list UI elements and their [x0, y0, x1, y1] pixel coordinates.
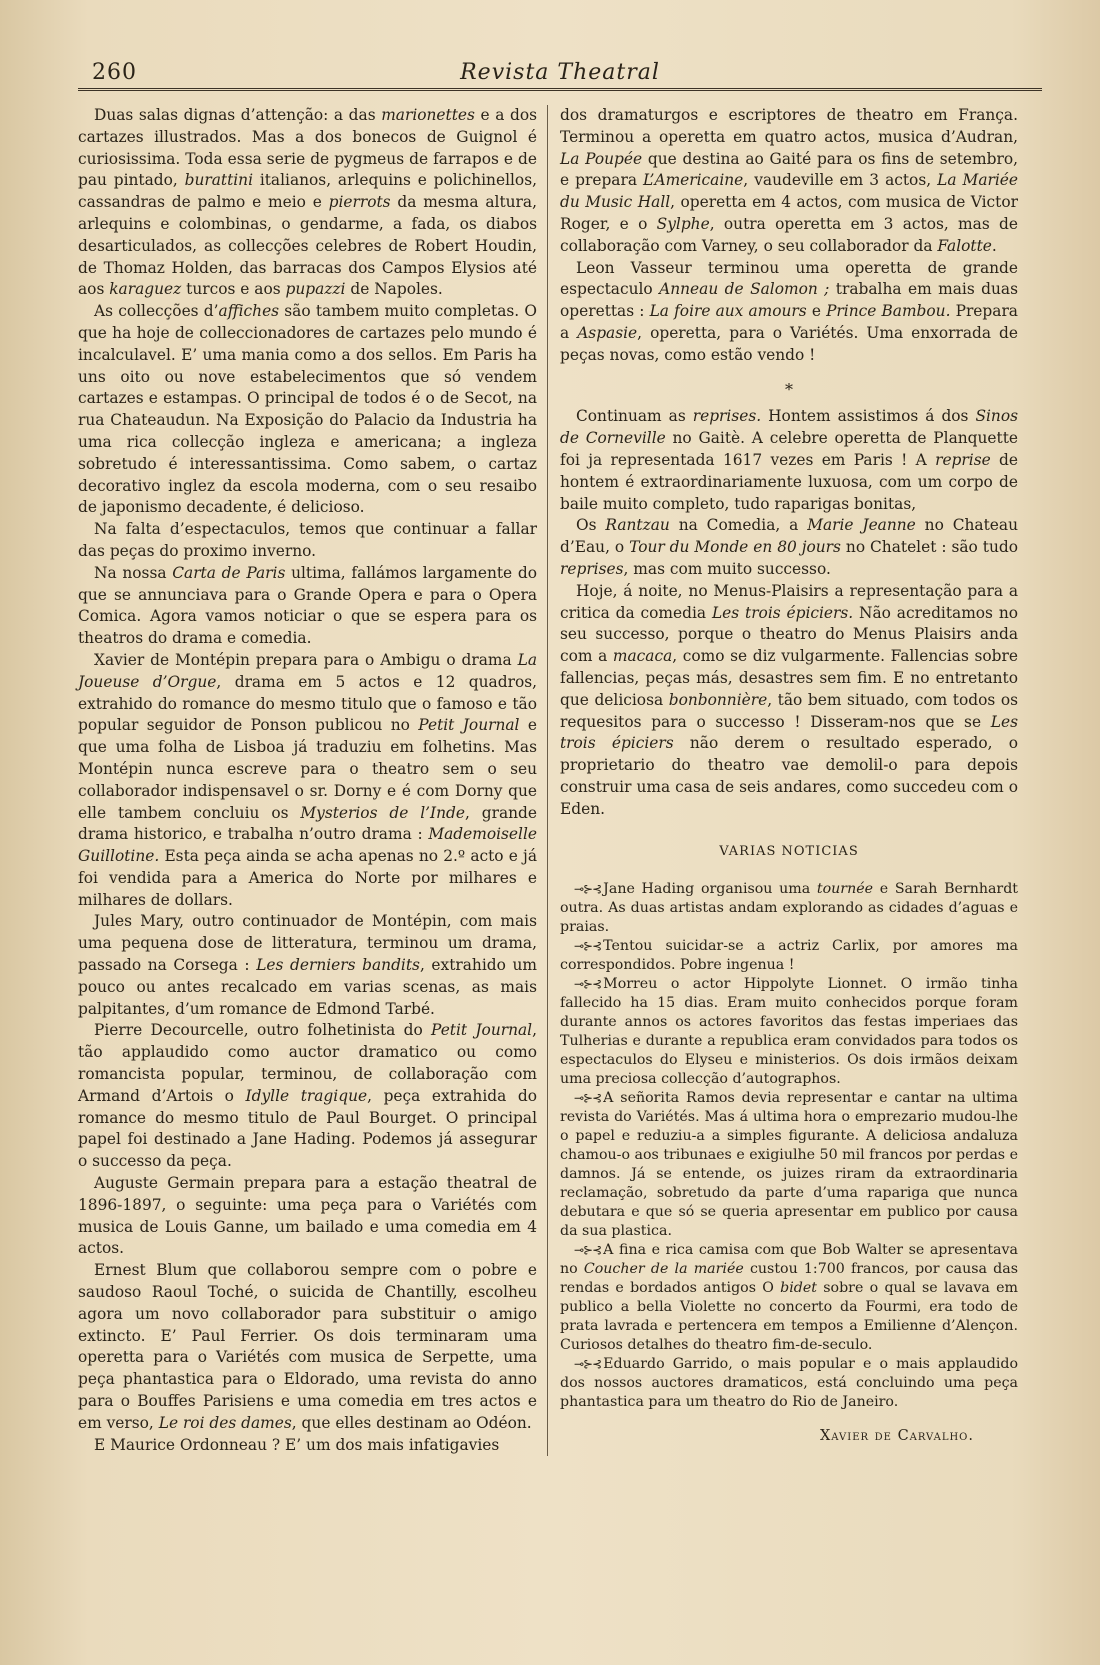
text-run: Xavier de Montépin prepara para o Ambigu o drama — [94, 650, 518, 669]
italic-run: bonbonnière — [668, 690, 768, 709]
text-run: , grande drama historico, e trabalha n’outro drama : — [78, 803, 538, 844]
page-header — [78, 54, 1042, 91]
running-title: Revista Theatral — [460, 60, 660, 85]
text-run: , outra operetta em 3 actos, mas de collaboração com Varney, o seu collaborador da — [560, 214, 1018, 255]
text-run: são tambem muito completas. O que ha hoje de colleccionadores de cartazes pelo mundo é incalculavel. E’ uma mania como a dos sellos. Em Paris ha uns oito ou nove estabelecimentos que só vendem cartazes e estampas. O principal de todos é o de Secot, na rua Chateaudun. Na Exposição do Palacio da Industria ha uma rica collecção ingleza e americana; a ingleza sobretudo é interessantissima. Como sabem, o cartaz decorativo inglez da escola moderna, com o seu resaibo de japonismo decadente, é delicioso. — [78, 302, 537, 517]
italic-run: tournée — [816, 881, 874, 898]
text-run: , como se diz vulgarmente. Fallencias sobre fallencias, peças más, desastres sem fim. E no entretanto que deliciosa — [560, 647, 1018, 709]
article-columns — [78, 105, 1042, 1456]
article-paragraph — [78, 1020, 537, 1173]
text-run: Duas salas dignas d’attenção: a das — [94, 106, 382, 124]
text-run: na Comedia, a — [669, 516, 808, 535]
italic-run: Tour du Monde en 80 jours — [629, 538, 841, 557]
italic-run: Mysterios de l’Inde — [300, 803, 465, 822]
italic-run: Le roi des dames — [158, 1413, 292, 1432]
italic-run: reprises — [560, 559, 624, 578]
italic-run: Petit Journal — [418, 716, 520, 735]
text-run: no Gaitè. A celebre operetta de Planquette foi ja representada 1617 vezes em Paris ! A — [560, 429, 1019, 469]
text-run: Eduardo Garrido, o mais popular e o mais applaudido dos nossos auctores dramaticos, está concluindo uma peça phantastica para um theatro do Rio de Janeiro. — [560, 1356, 1018, 1411]
italic-run: Les trois épiciers. — [711, 603, 854, 622]
italic-run: bidet — [780, 1280, 817, 1297]
news-note — [560, 975, 1018, 1089]
note-bullet-icon: ⊸⊱⊰ — [574, 1357, 602, 1372]
section-asterism: * — [785, 379, 793, 399]
article-paragraph — [78, 519, 537, 563]
italic-run: Anneau de Salomon ; — [659, 280, 830, 299]
text-run: de hontem é extraordinariamente luxuosa, com um corpo de baile muito completo, tudo raparigas bonitas, — [560, 450, 1019, 513]
text-run: trabalha em mais duas operettas : — [560, 280, 1018, 321]
italic-run: Petit Journal — [431, 1021, 533, 1040]
note-bullet-icon: ⊸⊱⊰ — [574, 977, 602, 992]
article-paragraph — [560, 105, 1018, 258]
italic-run: reprise — [935, 450, 991, 469]
italic-run: La foire aux amours — [649, 302, 807, 321]
text-run: Pierre Decourcelle, outro folhetinista do — [94, 1021, 432, 1040]
note-bullet-icon: ⊸⊱⊰ — [574, 1243, 602, 1258]
section-title: VARIAS NOTICIAS — [719, 843, 859, 859]
italic-run: karaguez — [109, 280, 182, 299]
right-column-middle — [560, 406, 1018, 820]
news-note — [560, 1355, 1018, 1412]
article-paragraph — [560, 515, 1018, 580]
text-run: e Sarah Bernhardt outra. As duas artistas andam explorando as cidades d’aguas e praias. — [560, 881, 1019, 936]
text-run: Hontem assistimos á dos — [761, 407, 976, 426]
left-column — [78, 105, 548, 1456]
text-run: A fina e rica camisa com que Bob Walter se apresentava no — [560, 1242, 1018, 1278]
italic-run: Sylphe — [656, 214, 710, 233]
text-run: Na falta d’espectaculos, temos que continuar a fallar das peças do proximo inverno. — [78, 520, 537, 560]
text-run: , operetta, para o Variétés. Uma enxorrada de peças novas, como estão vendo ! — [560, 323, 1018, 364]
text-run: Ernest Blum que collaborou sempre com o pobre e saudoso Raoul Toché, o suicida de Chantilly, escolheu agora um novo collaborador para substituir o amigo extincto. E’ Paul Ferrier. Os dois terminaram uma operetta para o Variétés com musica de Serpette, uma peça phantastica para o Eldorado, uma revista do anno para o Bouffes Parisiens e uma comedia em tres actos e em verso, — [78, 1261, 537, 1432]
text-run: Continuam as — [576, 407, 693, 426]
italic-run: Idylle tragique — [245, 1086, 368, 1105]
article-paragraph — [78, 105, 537, 301]
right-column — [548, 105, 1018, 1456]
italic-run: Les derniers bandits — [256, 956, 420, 975]
italic-run: affiches — [218, 302, 280, 321]
article-paragraph — [78, 301, 537, 519]
article-paragraph — [78, 1173, 537, 1260]
left-column-body — [78, 105, 537, 1456]
text-run: Na nossa — [94, 563, 173, 582]
text-run: Hoje, á noite, no Menus-Plaisirs a representação para a critica da comedia — [560, 581, 1018, 622]
news-note — [560, 1089, 1018, 1241]
text-run: . — [991, 236, 997, 255]
italic-run: L’Americaine — [643, 171, 744, 190]
text-run: Os — [576, 516, 606, 535]
article-paragraph — [78, 650, 537, 912]
italic-run: burattini — [184, 171, 254, 190]
text-run: ultima, fallámos largamente do que se annunciava para o Grande Opera e para o Opera Comica. Agora vamos noticiar o que se espera para os theatros do drama e comedia. — [78, 563, 537, 648]
italic-run: La Poupée — [560, 149, 643, 168]
italic-run: macaca — [612, 647, 673, 666]
italic-run: La Mariée du Music Hall — [560, 171, 1018, 212]
text-run: turcos e aos — [181, 280, 286, 299]
italic-run: Falotte — [937, 236, 992, 255]
text-run: Morreu o actor Hippolyte Lionnet. O irmão tinha fallecido ha 15 dias. Eram muito conhecidos porque foram durante annos os actores favoritos das festas imperiaes das Tulherias e durante a republica eram convidados para todos os espectaculos do Elyseu e ministerios. Os dois irmãos deixam uma preciosa collecção d’autographos. — [560, 976, 1018, 1088]
article-paragraph — [78, 1260, 537, 1434]
text-run: Jules Mary, outro continuador de Montépin, com mais uma pequena dose de litteratura, terminou um drama, passado na Corsega : — [78, 912, 537, 975]
text-run: E Maurice Ordonneau ? E’ um dos mais infatigavies — [94, 1435, 500, 1454]
note-bullet-icon: ⊸⊱⊰ — [574, 1091, 602, 1106]
article-paragraph — [560, 581, 1018, 821]
italic-run: Sinos de Corneville — [560, 407, 1018, 448]
text-run: , tão bem situado, com todos os requesitos para o successo ! Disseram-nos que se — [560, 690, 1018, 731]
note-bullet-icon: ⊸⊱⊰ — [574, 939, 602, 954]
text-run: , que elles destinam ao Odéon. — [291, 1413, 532, 1432]
italic-run: Les trois épiciers — [560, 712, 1018, 753]
news-notes — [560, 880, 1018, 1412]
text-run: , drama em 5 actos e 12 quadros, extrahido do romance do mesmo titulo que o famoso e tão popular seguidor de Ponson publicou no — [78, 672, 537, 735]
text-run: Prepara a — [560, 302, 1018, 342]
article-paragraph — [560, 406, 1018, 515]
italic-run: Aspasie — [577, 323, 638, 342]
text-run: e — [806, 302, 827, 321]
text-run: , mas com muito successo. — [623, 559, 831, 578]
text-run: As collecções d’ — [94, 302, 219, 321]
italic-run: La Joueuse d’Orgue — [78, 650, 537, 691]
text-run: , tão applaudido como auctor dramatico ou como romancista popular, terminou, de collaboração com Armand d’Artois o — [78, 1021, 538, 1105]
text-run: italianos, arlequins e polichinellos, cassandras de palmo e meio e — [78, 171, 537, 212]
text-run: , vaudeville em 3 actos, — [743, 171, 938, 190]
italic-run: Mademoiselle Guillotine. — [78, 825, 537, 866]
italic-run: Prince Bambou. — [826, 302, 951, 321]
article-paragraph — [78, 911, 537, 1020]
italic-run: Coucher de la mariée — [583, 1261, 744, 1278]
note-bullet-icon: ⊸⊱⊰ — [574, 882, 602, 897]
text-run: Esta peça ainda se acha apenas no 2.º acto e já foi vendida para a America do Norte por milhares e milhares de dollars. — [78, 847, 537, 909]
article-paragraph — [78, 1435, 537, 1457]
article-paragraph — [78, 563, 537, 650]
news-note — [560, 937, 1018, 975]
text-run: Não acreditamos no seu successo, porque o theatro do Menus Plaisirs anda com a — [560, 603, 1018, 666]
text-run: e que uma folha de Lisboa já traduziu em folhetins. Mas Montépin nunca escreve para o theatro sem o seu collaborador indispensavel o sr. Dorny e é com Dorny que elle tambem concluiu os — [78, 716, 537, 822]
text-run: da mesma altura, arlequins e colombinas, o gendarme, a fada, os diabos desarticulados, as collecções celebres de Robert Houdin, de Thomaz Holden, das barracas dos Campos Elysios até aos — [78, 193, 537, 299]
text-run: A señorita Ramos devia representar e cantar na ultima revista do Variétés. Mas á ultima hora o emprezario mudou-lhe o papel e reduziu-a a simples figurante. A deliciosa andaluza chamou-o aos tribunaes e exigiulhe 50 mil francos por perdas e damnos. Já se entende, os juizes riram da extraordinaria reclamação, sobretudo da parte d’uma rapariga que nunca debutara e que só se queria apresentar em publico por causa da sua plastica. — [560, 1090, 1018, 1240]
article-paragraph — [560, 258, 1018, 367]
text-run: e a dos cartazes illustrados. Mas a dos bonecos de Guignol é curiosissima. Toda essa serie de pygmeus de farrapos e de pau pintado, — [78, 106, 537, 190]
text-run: no Chateau d’Eau, o — [560, 516, 1018, 557]
text-run: sobre o qual se lavava em publico a bella Violette no concerto da Fourmi, era todo de prata lavrada e pertencera em tempos a Emilienne d’Alençon. Curiosos detalhes do theatro fim-de-seculo. — [560, 1280, 1018, 1354]
italic-run: pupazzi — [285, 280, 346, 299]
text-run: de Napoles. — [345, 280, 443, 299]
text-run: no Chatelet : são tudo — [840, 538, 1018, 557]
italic-run: Rantzau — [605, 516, 670, 535]
text-run: Jane Hading organisou uma — [603, 881, 817, 898]
text-run: , peça extrahida do romance do mesmo titulo de Paul Bourget. O principal papel foi destinado a Jane Hading. Podemos já assegurar o successo da peça. — [78, 1086, 538, 1171]
right-column-top — [560, 105, 1018, 367]
news-note — [560, 880, 1018, 937]
text-run: Tentou suicidar-se a actriz Carlix, por amores ma correspondidos. Pobre ingenua ! — [560, 938, 1018, 974]
text-run: não derem o resultado esperado, o proprietario do theatro vae demolil-o para depois construir uma casa de seis andares, como succedeu com o Eden. — [560, 734, 1019, 818]
text-run: , extrahido um pouco ou antes recalcado em varias scenas, as mais palpitantes, d’um romance de Edmond Tarbé. — [78, 956, 537, 1018]
text-run: , operetta em 4 actos, com musica de Victor Roger, e o — [560, 193, 1018, 233]
text-run: dos dramaturgos e escriptores de theatro em França. Terminou a operetta em quatro actos, musica d’Audran, — [560, 106, 1018, 146]
italic-run: reprises. — [692, 407, 762, 426]
italic-run: marionettes — [381, 106, 475, 124]
text-run: custou 1:700 francos, por causa das rendas e bordados antigos O — [560, 1261, 1018, 1297]
news-note — [560, 1241, 1018, 1355]
italic-run: Carta de Paris — [172, 563, 286, 582]
text-run: Leon Vasseur terminou uma operetta de grande espectaculo — [560, 258, 1018, 299]
italic-run: Marie Jeanne — [807, 516, 916, 535]
text-run: Auguste Germain prepara para a estação theatral de 1896-1897, o seguinte: uma peça para o Variétés com musica de Louis Ganne, um bailado e uma comedia em 4 actos. — [78, 1174, 537, 1258]
italic-run: pierrots — [328, 193, 391, 212]
page-number: 260 — [92, 60, 137, 85]
text-run: que destina ao Gaité para os fins de setembro, e prepara — [560, 149, 1018, 190]
author-signature: Xavier de Carvalho. — [819, 1428, 974, 1445]
